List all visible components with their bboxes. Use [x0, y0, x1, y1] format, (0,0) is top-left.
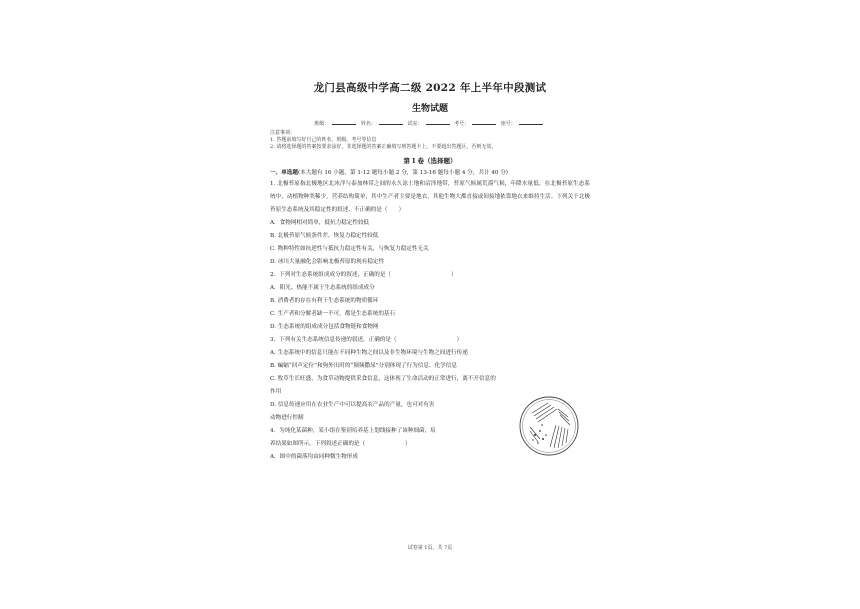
question-2-text: 2．下列对生态系统组成成分的叙述，正确的是（ [270, 272, 392, 278]
info-field-name: 姓名： [360, 121, 376, 127]
info-field-class: 班级： [314, 121, 330, 127]
question-3-option: C. 牧草生长旺盛，为食草动物提供采食信息，这体现了生命活动的正常进行，离不开信息的 [270, 376, 496, 382]
note-item: 1. 答题前填写好自己的姓名、班级、考号等信息 [270, 137, 377, 143]
info-blank [379, 124, 403, 125]
question-1-option: C. 物种特性如抗逆性与抵抗力稳定性有关，与恢复力稳定性无关 [270, 246, 429, 252]
question-3-close: ） [456, 337, 463, 343]
question-2-option: A．阳光、热能不属于生态系统的组成成分 [270, 285, 375, 291]
question-3-option-cont: 作用 [270, 389, 282, 395]
notes-title: 注意事项： [270, 130, 296, 136]
info-blank [519, 124, 543, 125]
exam-page [270, 70, 590, 600]
question-2-close: ） [451, 272, 457, 278]
section-header [270, 168, 590, 178]
notes-block [270, 130, 590, 151]
question-3-stem [270, 334, 590, 347]
info-field-exam-no: 考号： [454, 121, 470, 127]
section-text: (本大题有 16 小题，第 1-12 题每小题 2 分，第 13-16 题每小题 4 分，共计 40 分) [297, 170, 508, 176]
info-field-room: 试室： [407, 121, 423, 127]
section-heading: 一、单选题 [270, 170, 298, 176]
question-3-option: B. 蝙蝠“回声定位”和狗外出时的“频频撒尿”分别体现了行为信息、化学信息 [270, 363, 457, 369]
question-1-option: B. 北极苔原气候条件差，恢复力稳定性较低 [270, 233, 379, 239]
page-footer: 试卷第 1页，共 7页 [407, 545, 453, 551]
question-3-text: 3．下列有关生态系统信息传递的叙述，正确的是（ [270, 337, 397, 343]
question-4-close: ） [405, 441, 411, 447]
part-title: 第 I 卷（选择题） [403, 157, 457, 165]
exam-title: 龙门县高级中学高二级 2022 年上半年中段测试 [313, 82, 547, 94]
question-3-option-cont: 动物进行控制 [270, 415, 304, 421]
question-3-option: A. 生态系统中的信息只能在不同种生物之间以及非生物环境与生物之间进行传递 [270, 350, 468, 356]
info-blank [426, 124, 450, 125]
question-1-option: A．食物网相对简单，抵抗力稳定性较低 [270, 220, 370, 226]
question-2-option: D. 生态系统的组成成分包括食物链和食物网 [270, 324, 379, 330]
petri-dish-figure [518, 395, 580, 457]
question-1-stem: 1. 北极苔原指北极地区北冰洋与泰加林带之间的永久冻土地和沼泽地带，苔原气候属荒漠气候，年降水量低。在北极苔原生态系统中，动植物种类稀少，营养结构简单，其中生产者主要是地衣，其他生物大都直接或间接地依靠地衣来维持生活。下列关于北极苔原生态系统及其稳定性的叙述，不正确的是（ ） [270, 181, 590, 213]
question-4-block [270, 399, 590, 464]
student-info-row [270, 120, 590, 127]
exam-subtitle: 生物试题 [411, 104, 448, 114]
question-4-stem-line: 4．为纯化某菌种，某小组在鉴别培养基上划线接种了该种细菌，培 [270, 428, 436, 434]
info-blank [332, 124, 356, 125]
question-4-option: A．图中的菌落均由同种微生物形成 [270, 454, 358, 460]
note-item: 2. 请将选择题的答案按要求涂好，非选择题的答案正确填写到答题卡上，不要超出答题区，否则无效。 [270, 144, 497, 150]
question-2-stem [270, 269, 590, 282]
question-2-option: B. 消费者的存在有利于生态系统的物质循环 [270, 298, 379, 304]
info-blank [472, 124, 496, 125]
question-4-text: 养结果如图所示。下列叙述正确的是（ [270, 441, 366, 447]
question-3-option: D. 信息传递应用在农业生产中可以提高农产品的产量，也可对有害 [270, 402, 435, 408]
question-2-option: C. 生产者和分解者缺一不可，都是生态系统的基石 [270, 311, 396, 317]
info-field-seat: 座号： [500, 121, 516, 127]
question-1-option: D. 冰川大量融化会影响北极苔原的现有稳定性 [270, 259, 385, 265]
